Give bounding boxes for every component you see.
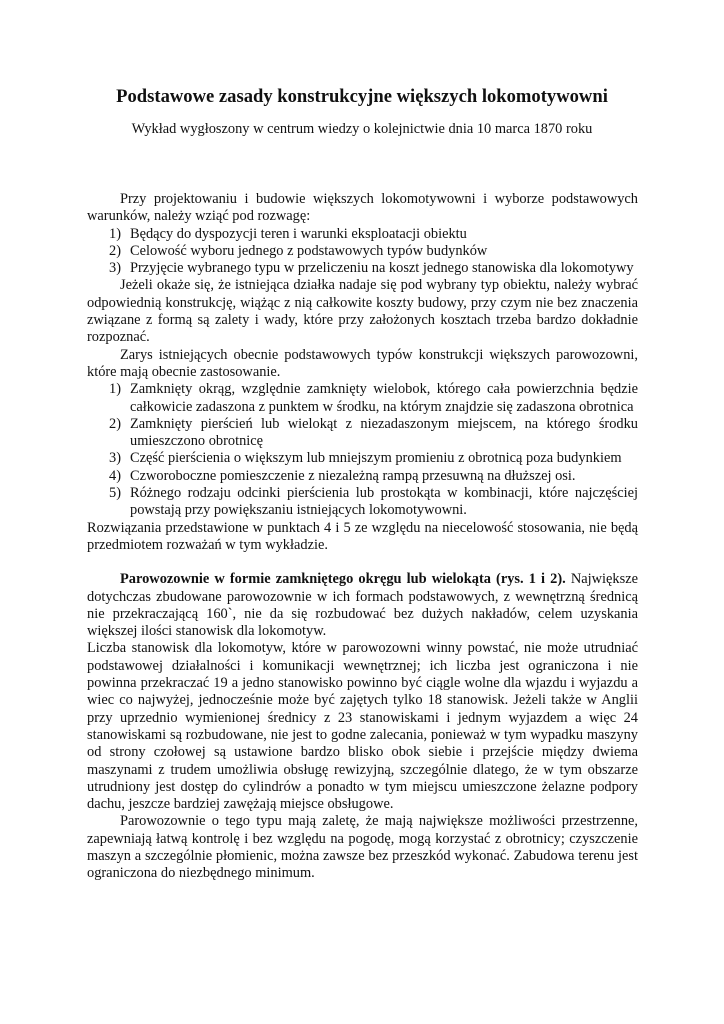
list-item-number: 3) — [109, 260, 121, 277]
list-item-number: 2) — [109, 242, 121, 259]
list-item-number: 3) — [109, 450, 121, 467]
list-item — [87, 416, 638, 451]
body-paragraph: Zarys istniejących obecnie podstawowych typów konstrukcji większych parowozowni, które mają obecnie zastosowanie. — [87, 346, 638, 380]
document-subtitle: Wykład wygłoszony w centrum wiedzy o kolejnictwie dnia 10 marca 1870 roku — [131, 121, 593, 137]
document-title: Podstawowe zasady konstrukcyjne większych lokomotywowni — [116, 86, 608, 107]
body-paragraph: Jeżeli okaże się, że istniejąca działka nadaje się pod wybrany typ obiektu, należy wybrać odpowiednią konstrukcję, wiążąc z nią całkowite koszty budowy, przy czym nie bez znaczenia związane z formą są zalety i wady, które przy założonych kosztach trzeba bardzo dokładnie rozpoznać. — [87, 277, 638, 346]
list-item — [87, 468, 638, 485]
list-item-text: Zamknięty pierścień lub wielokąt z niezadaszonym miejscem, na którego środku umieszczono obrotnicę — [130, 415, 638, 450]
section-heading: Parowozownie w formie zamkniętego okręgu lub wielokąta (rys. 1 i 2). — [120, 571, 566, 588]
construction-types-list — [87, 381, 638, 519]
body-paragraph: Parowozownie o tego typu mają zaletę, że mają największe możliwości przestrzenne, zapewniają łatwą kontrolę i bez względu na pogodę, mogą korzystać z obrotnicy; czyszczenie maszyn a szczególnie płomienic, można zawsze bez przeszkód wykonać. Zabudowa terenu jest ograniczona do niezbędnego minimum. — [87, 813, 638, 882]
list-item-number: 5) — [109, 485, 121, 502]
list-item-text: Przyjęcie wybranego typu w przeliczeniu na koszt jednego stanowiska dla lokomotywy — [130, 260, 634, 277]
list-item — [87, 450, 638, 467]
list-item-text: Zamknięty okrąg, względnie zamknięty wielobok, którego cała powierzchnia będzie całkowicie zadaszona z punktem w środku, na którym znajdzie się zadaszona obrotnica — [130, 381, 638, 415]
list-item-text: Będący do dyspozycji teren i warunki eksploatacji obiektu — [130, 225, 467, 242]
list-item — [87, 485, 638, 520]
list-item-number: 4) — [109, 467, 121, 484]
section-paragraph — [87, 571, 638, 640]
list-item-number: 2) — [109, 415, 121, 432]
paragraph-spacer — [87, 554, 638, 571]
intro-paragraph: Przy projektowaniu i budowie większych lokomotywowni i wyborze podstawowych warunków, należy wziąć pod rozwagę: — [87, 191, 638, 225]
list-item — [87, 226, 638, 243]
list-item-text: Część pierścienia o większym lub mniejszym promieniu z obrotnicą poza budynkiem — [130, 450, 622, 467]
body-paragraph: Liczba stanowisk dla lokomotyw, które w parowozowni winny powstać, nie może utrudniać podstawowej działalności i komunikacji wewnętrznej; ich liczba jest ograniczona i nie powinna przekraczać 19 a jedno stanowisko powinno być ciągle wolne dla wjazdu i wyjazdu a wiec co najwyżej, jednocześnie może być zajętych tylko 18 stanowisk. Jeżeli także w Anglii przy uprzednio wymienionej średnicy z 23 stanowiskami i jednym wyjazdem a więc 24 stanowiskami są rozbudowane, nie jest to godne zalecania, ponieważ w tym wypadku maszyny od strony czołowej są ustawione bardzo blisko obok siebie i przejście między dwiema maszynami z trudem umożliwia obsługę rewizyjną, szczególnie dlatego, że w tym obszarze utrudniony jest dostęp do cylindrów a ponadto w tym miejscu umieszczone żelazne podpory dachu, jeszcze bardziej zawężają miejsce obsługowe. — [87, 640, 638, 813]
list-item-text: Czworoboczne pomieszczenie z niezależną rampą przesuwną na dłuższej osi. — [130, 467, 576, 484]
list-item-number: 1) — [109, 225, 121, 242]
list-item — [87, 381, 638, 416]
list-item-text: Różnego rodzaju odcinki pierścienia lub prostokąta w kombinacji, które najczęściej powstają przy powiększaniu istniejących lokomotywowni. — [130, 485, 638, 519]
document-body — [87, 191, 638, 883]
body-paragraph: Rozwiązania przedstawione w punktach 4 i 5 ze względu na niecelowość stosowania, nie będą przedmiotem rozważań w tym wykładzie. — [87, 519, 638, 553]
section-text: Największe dotychczas zbudowane parowozownie w ich formach podstawowych, z wewnętrzną średnicą nie przekraczającą 160`, nie da się rozbudować bez dużych nakładów, celem uzyskania większej ilości stanowisk dla lokomotyw. — [87, 571, 638, 640]
list-item — [87, 260, 638, 277]
list-item-text: Celowość wyboru jednego z podstawowych typów budynków — [130, 242, 488, 259]
list-item — [87, 243, 638, 260]
considerations-list — [87, 226, 638, 278]
list-item-number: 1) — [109, 381, 121, 398]
